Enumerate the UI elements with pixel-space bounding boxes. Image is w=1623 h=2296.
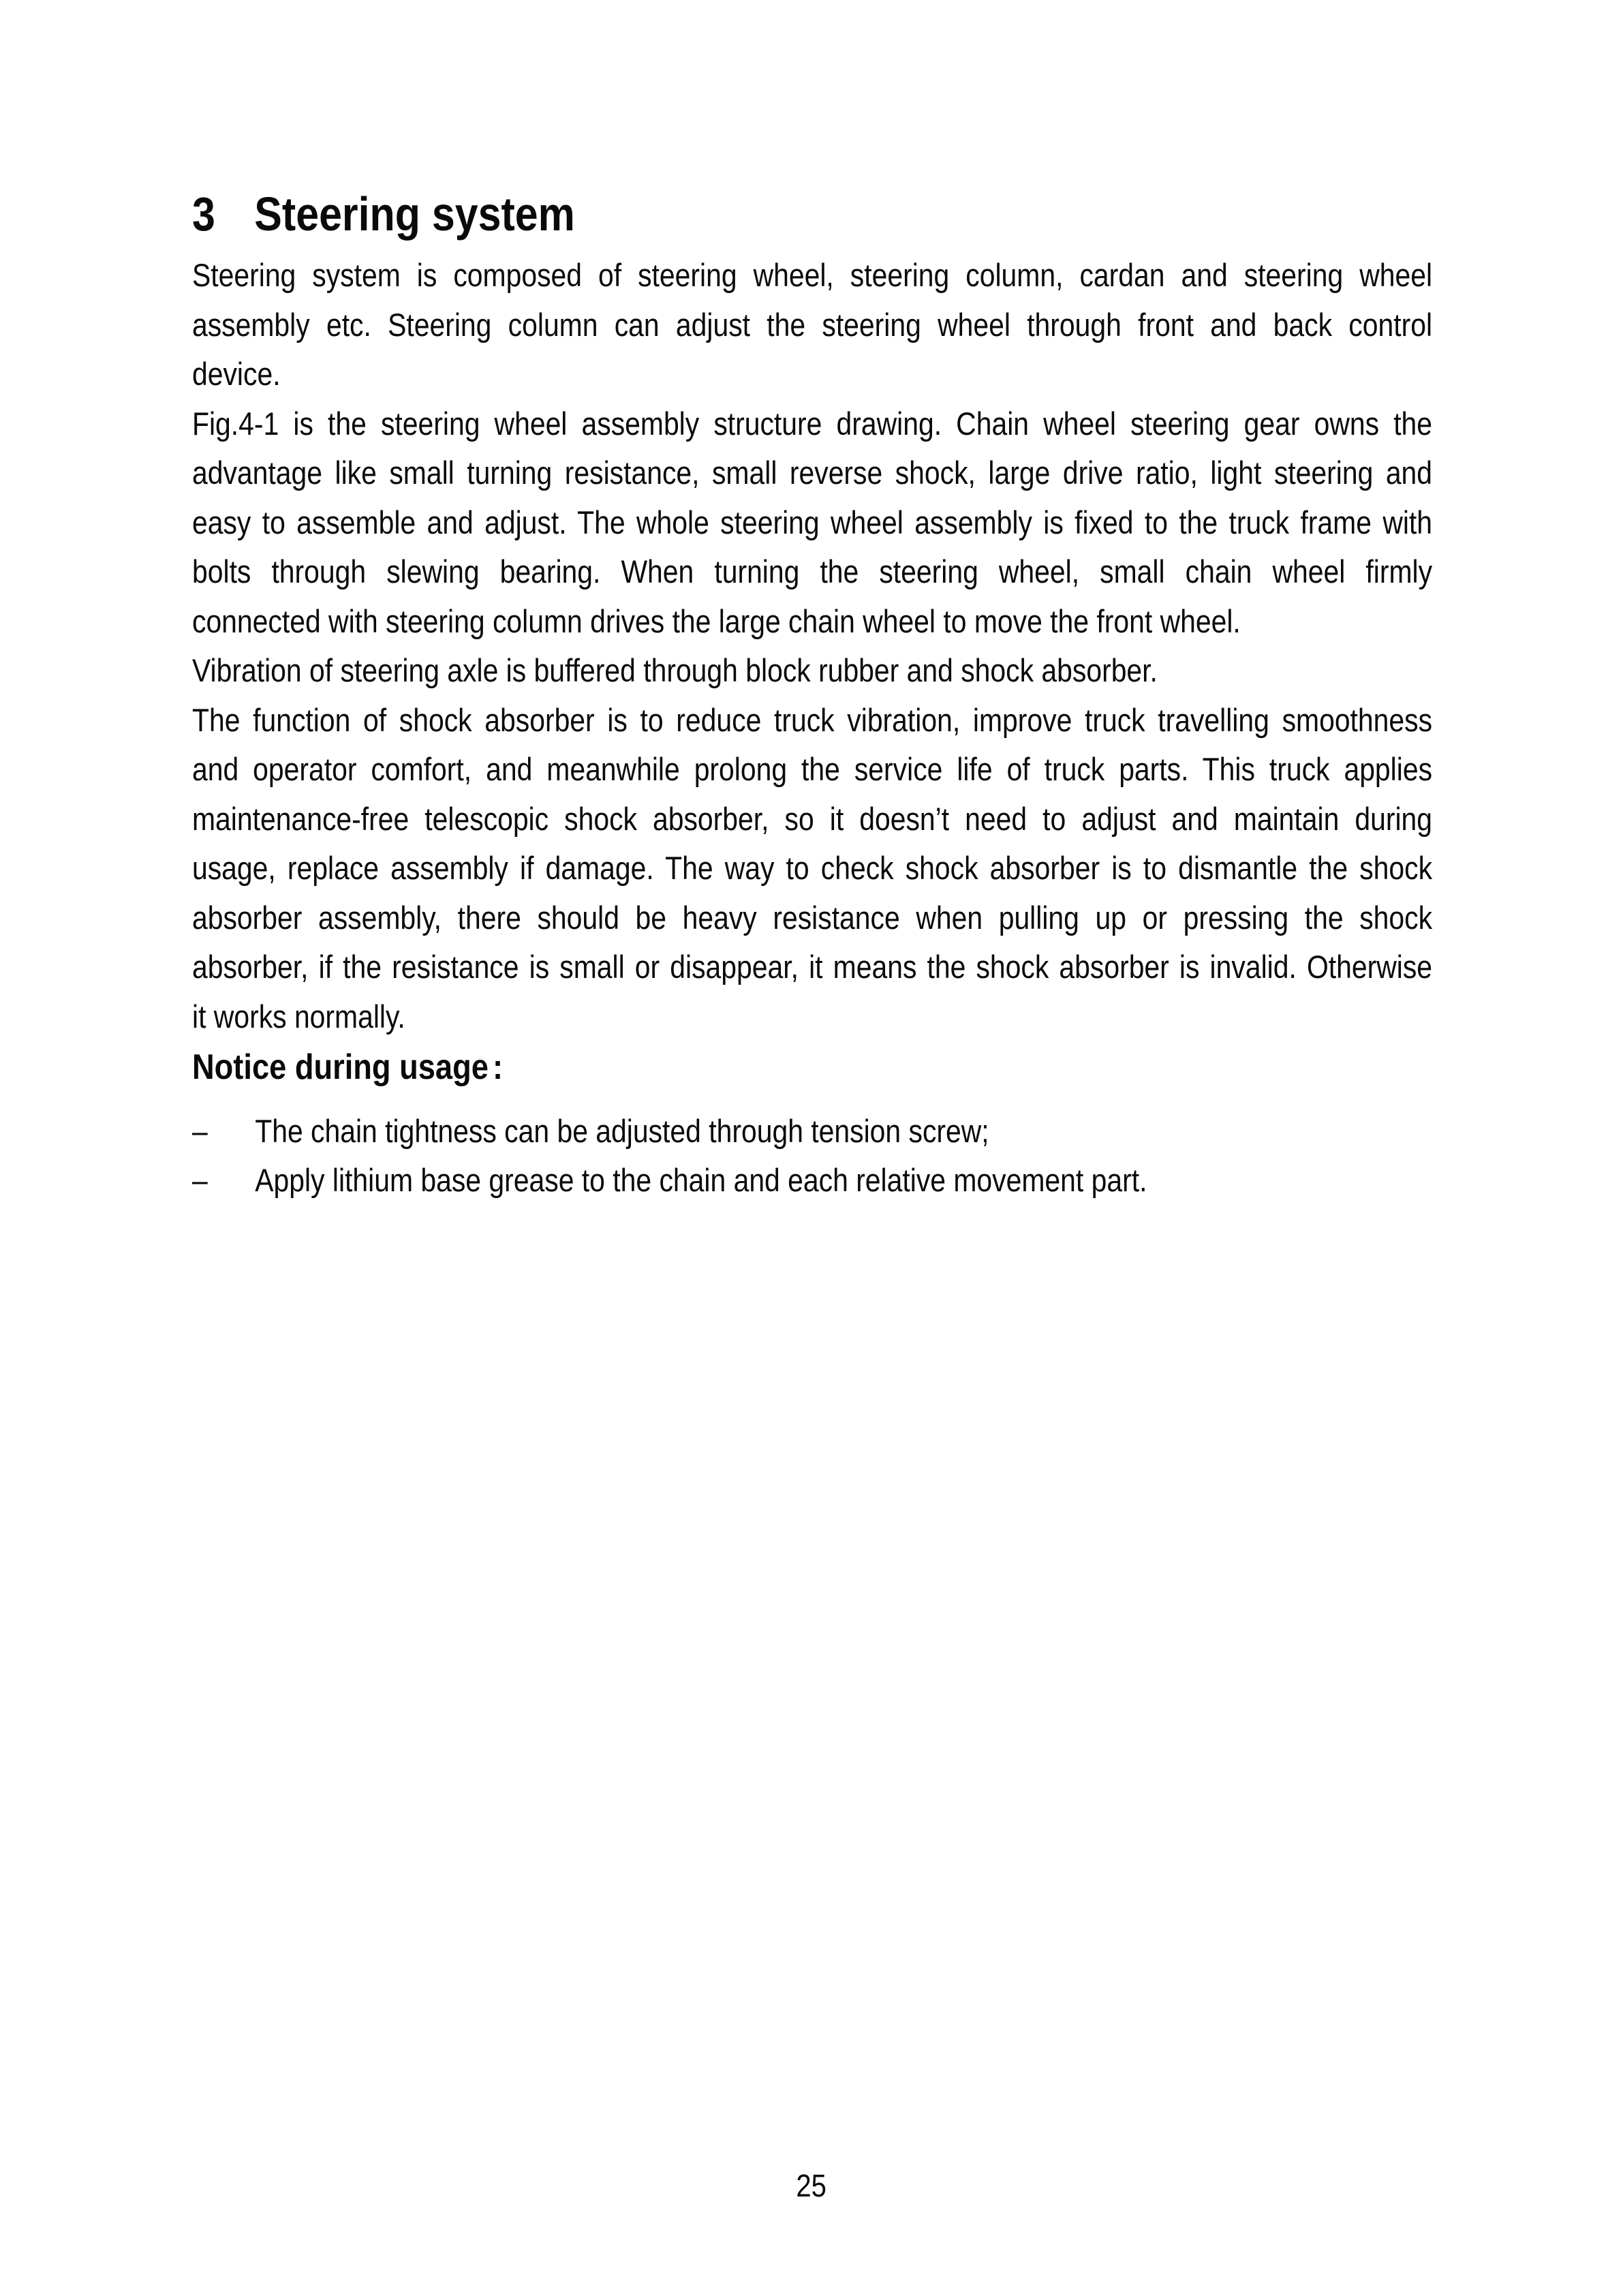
page-number: 25 [796, 2168, 827, 2203]
body-line: assembly etc. Steering column can adjust the steering wheel through front and back control [192, 306, 1433, 343]
bullet-text: The chain tightness can be adjusted through tension screw; [255, 1112, 989, 1149]
notice-list [192, 1107, 1432, 1206]
body-line: easy to assemble and adjust. The whole steering wheel assembly is fixed to the truck frame with [192, 504, 1433, 540]
list-item [192, 1107, 1432, 1157]
section-heading [192, 187, 1432, 241]
body-line: bolts through slewing bearing. When turning the steering wheel, small chain wheel firmly [192, 553, 1433, 590]
bullet-dash-icon: – [192, 1112, 208, 1149]
section-title: Steering system [254, 187, 575, 241]
body-line: advantage like small turning resistance, small reverse shock, large drive ratio, light steering and [192, 455, 1433, 491]
page-footer [0, 2170, 1623, 2201]
body-text [192, 251, 1432, 1041]
body-line: and operator comfort, and meanwhile prolong the service life of truck parts. This truck applies [192, 751, 1433, 787]
body-line: it works normally. [192, 998, 405, 1035]
body-line: connected with steering column drives the large chain wheel to move the front wheel. [192, 602, 1241, 639]
body-line: usage, replace assembly if damage. The way to check shock absorber is to dismantle the shock [192, 850, 1433, 886]
list-item [192, 1156, 1432, 1206]
body-line: Vibration of steering axle is buffered through block rubber and shock absorber. [192, 652, 1158, 688]
notice-heading-text: Notice during usage [192, 1047, 489, 1087]
body-line: The function of shock absorber is to reduce truck vibration, improve truck travelling smoothness [192, 701, 1433, 738]
body-line: absorber, if the resistance is small or disappear, it means the shock absorber is invalid. Otherwise [192, 949, 1433, 985]
bullet-text: Apply lithium base grease to the chain and each relative movement part. [255, 1162, 1147, 1198]
body-line: absorber assembly, there should be heavy resistance when pulling up or pressing the shock [192, 899, 1433, 936]
section-number: 3 [192, 187, 215, 241]
notice-heading-colon: : [492, 1047, 504, 1087]
body-line: Steering system is composed of steering wheel, steering column, cardan and steering wheel [192, 257, 1433, 293]
body-line: device. [192, 356, 281, 392]
bullet-dash-icon: – [192, 1162, 208, 1198]
body-line: maintenance-free telescopic shock absorber, so it doesn’t need to adjust and maintain during [192, 800, 1433, 837]
notice-heading [192, 1043, 1432, 1092]
body-line: Fig.4-1 is the steering wheel assembly structure drawing. Chain wheel steering gear owns the [192, 405, 1433, 442]
page-content [192, 187, 1433, 1206]
